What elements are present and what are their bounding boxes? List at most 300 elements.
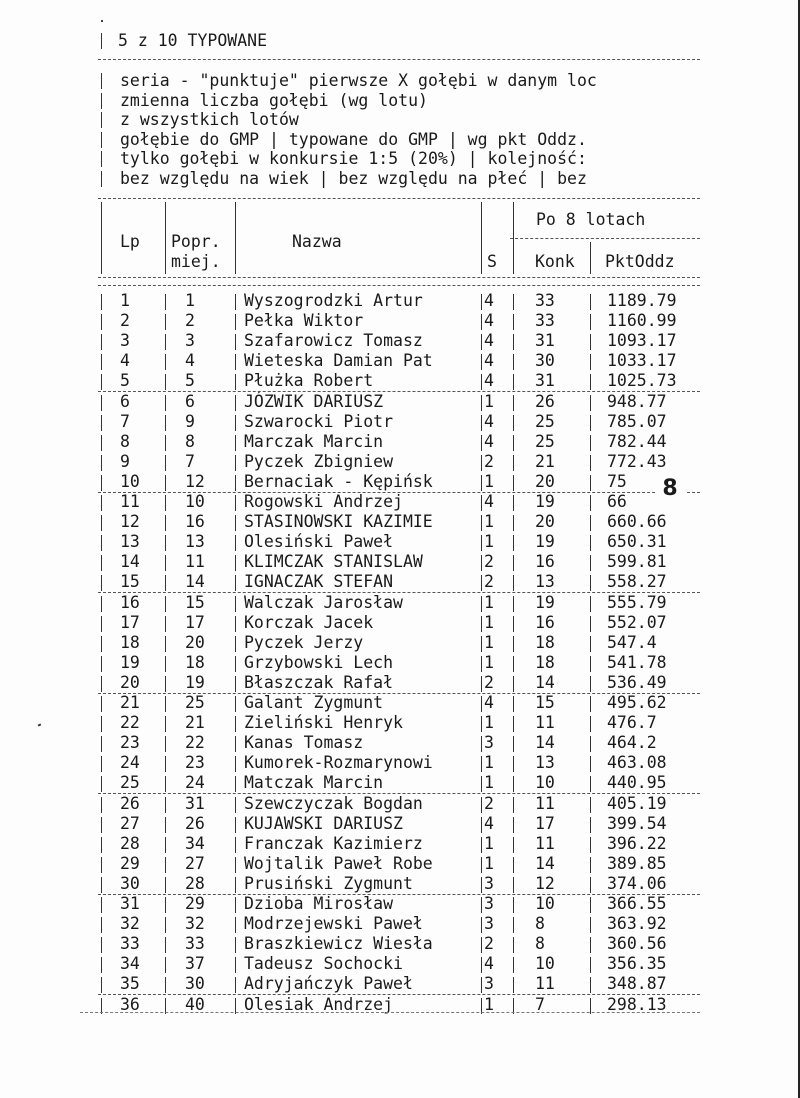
column-divider [513,977,514,993]
vline-s-header [513,202,514,274]
column-divider [513,776,514,792]
cell-popr: 21 [185,713,205,733]
cell-konk: 26 [535,391,555,411]
column-divider [235,797,236,813]
cell-nazwa: Tadeusz Sochocki [244,954,403,974]
column-divider [513,435,514,451]
column-divider [101,354,102,370]
cell-s: 3 [484,733,494,753]
header-popr-line1: Popr. [171,232,221,251]
cell-nazwa: KUJAWSKI DARIUSZ [244,813,403,833]
column-divider [481,395,482,411]
column-divider [101,314,102,330]
cell-nazwa: Matczak Marcin [244,773,384,793]
cell-nazwa: Szewczyczak Bogdan [244,793,423,813]
cell-popr: 16 [185,512,205,532]
cell-nazwa: Bernaciak - Kępińsk [244,471,433,491]
cell-pktoddz: 476.7 [607,713,657,733]
cell-nazwa: Modrzejewski Paweł [244,914,423,934]
cell-konk: 16 [535,552,555,572]
column-divider [481,636,482,652]
column-divider [165,797,166,813]
cell-lp: 33 [120,934,140,954]
column-divider [165,555,166,571]
cell-nazwa: Braszkiewicz Wiesła [244,934,433,954]
cell-lp: 7 [120,411,130,431]
column-divider [590,857,591,873]
cell-pktoddz: 660.66 [607,512,667,532]
title-separator [98,59,700,60]
column-divider [235,736,236,752]
cell-konk: 33 [535,311,555,331]
cell-pktoddz: 399.54 [607,813,667,833]
cell-konk: 20 [535,512,555,532]
left-border [101,93,102,109]
cell-popr: 27 [185,853,205,873]
cell-lp: 10 [120,471,140,491]
column-divider [513,957,514,973]
cell-nazwa: KLIMCZAK STANISLAW [244,552,423,572]
column-divider [513,314,514,330]
cell-popr: 7 [185,451,195,471]
column-divider [235,374,236,390]
cell-popr: 25 [185,693,205,712]
header-s: S [487,252,497,271]
column-divider [481,797,482,813]
column-divider [590,515,591,531]
cell-popr: 18 [185,652,205,672]
cell-pktoddz: 782.44 [607,431,667,451]
column-divider [235,776,236,792]
cell-lp: 3 [120,331,130,351]
cell-pktoddz: 360.56 [607,934,667,954]
cell-pktoddz: 356.35 [607,954,667,974]
cell-popr: 29 [185,894,205,913]
column-divider [165,636,166,652]
column-divider [165,817,166,833]
header-konk: Konk [535,252,575,271]
cell-pktoddz: 536.49 [607,672,667,692]
column-divider [235,314,236,330]
cell-s: 4 [484,351,494,371]
column-divider [590,917,591,933]
cell-konk: 10 [535,894,555,913]
cell-lp: 34 [120,954,140,974]
column-divider [101,756,102,772]
column-divider [513,736,514,752]
left-border [101,112,102,128]
cell-pktoddz: 599.81 [607,552,667,572]
cell-nazwa: Wyszogrodzki Artur [244,291,423,310]
cell-konk: 14 [535,853,555,873]
column-divider [590,314,591,330]
cell-konk: 15 [535,693,555,712]
cell-nazwa: Galant Zygmunt [244,693,384,712]
column-divider [165,736,166,752]
cell-nazwa: Adryjańczyk Paweł [244,974,413,994]
column-divider [481,455,482,471]
cell-pktoddz: 363.92 [607,914,667,934]
cell-s: 2 [484,672,494,692]
cell-nazwa: Korczak Jacek [244,612,374,632]
cell-s: 1 [484,652,494,672]
cell-pktoddz: 772.43 [607,451,667,471]
column-divider [235,977,236,993]
column-divider [481,756,482,772]
cell-pktoddz: 948.77 [607,391,667,411]
column-divider [165,957,166,973]
cell-konk: 25 [535,411,555,431]
column-divider [513,797,514,813]
cell-pktoddz: 348.87 [607,974,667,994]
cell-lp: 9 [120,451,130,471]
column-divider [513,354,514,370]
vline-left-header [101,202,102,274]
cell-konk: 19 [535,532,555,552]
column-divider [235,475,236,491]
cell-lp: 20 [120,672,140,692]
column-divider [165,455,166,471]
column-divider [101,817,102,833]
cell-lp: 12 [120,512,140,532]
column-divider [165,937,166,953]
column-divider [513,455,514,471]
column-divider [513,374,514,390]
cell-s: 1 [484,532,494,552]
cell-nazwa: Wieteska Damian Pat [244,351,433,371]
cell-lp: 11 [120,492,140,511]
cell-pktoddz: 396.22 [607,833,667,853]
column-divider [481,716,482,732]
cell-pktoddz: 495.62 [607,693,667,712]
column-divider [481,837,482,853]
cell-s: 3 [484,974,494,994]
group-separator [510,238,700,239]
cell-pktoddz: 374.06 [607,873,667,893]
column-divider [165,857,166,873]
column-divider [513,535,514,551]
column-divider [165,435,166,451]
cell-popr: 19 [185,672,205,692]
column-divider [513,877,514,893]
column-divider [235,897,236,913]
column-divider [513,656,514,672]
column-divider [101,415,102,431]
cell-nazwa: Szwarocki Piotr [244,411,394,431]
column-divider [513,897,514,913]
header-top-separator [98,198,700,199]
cell-popr: 8 [185,431,195,451]
column-divider [235,877,236,893]
column-divider [590,716,591,732]
cell-nazwa: Wojtalik Paweł Robe [244,853,433,873]
column-divider [590,957,591,973]
cell-lp: 14 [120,552,140,572]
column-divider [235,696,236,712]
column-divider [590,977,591,993]
column-divider [481,354,482,370]
cell-s: 1 [484,833,494,853]
cell-nazwa: JÓZWIK DARIUSZ [244,391,384,411]
column-divider [513,555,514,571]
cell-s: 1 [484,632,494,652]
cell-s: 1 [484,994,494,1014]
cell-popr: 10 [185,492,205,511]
cell-s: 4 [484,954,494,974]
page-cut-line [80,1012,700,1013]
column-divider [165,656,166,672]
column-divider [481,877,482,893]
column-divider [590,555,591,571]
column-divider [481,917,482,933]
column-divider [101,857,102,873]
column-divider [235,937,236,953]
cell-s: 4 [484,813,494,833]
cell-s: 4 [484,411,494,431]
cell-pktoddz: 298.13 [607,994,667,1014]
column-divider [590,897,591,913]
cell-konk: 30 [535,351,555,371]
column-divider [513,817,514,833]
cell-popr: 9 [185,411,195,431]
column-divider [165,415,166,431]
column-divider [590,676,591,692]
column-divider [101,636,102,652]
cell-nazwa: Dzioba Mirosław [244,894,394,913]
info-line: seria - "punktuje" pierwsze X gołębi w danym loc [120,71,597,90]
cell-konk: 11 [535,793,555,813]
cell-nazwa: Kumorek-Rozmarynowi [244,753,433,773]
column-divider [481,515,482,531]
column-divider [101,535,102,551]
cell-s: 1 [484,753,494,773]
cell-pktoddz: 464.2 [607,733,657,753]
cell-popr: 22 [185,733,205,753]
column-divider [165,676,166,692]
cell-popr: 20 [185,632,205,652]
column-divider [590,837,591,853]
column-divider [513,676,514,692]
cell-popr: 32 [185,914,205,934]
cell-nazwa: Grzybowski Lech [244,652,394,672]
cell-konk: 25 [535,431,555,451]
cell-s: 3 [484,894,494,913]
cell-nazwa: Prusiński Zygmunt [244,873,413,893]
column-divider [235,535,236,551]
column-divider [481,575,482,591]
column-divider [590,776,591,792]
cell-lp: 35 [120,974,140,994]
column-divider [101,837,102,853]
column-divider [165,294,166,310]
cell-s: 2 [484,793,494,813]
cell-lp: 13 [120,532,140,552]
cell-konk: 8 [535,914,545,934]
cell-popr: 34 [185,833,205,853]
cell-lp: 22 [120,713,140,733]
column-divider [481,897,482,913]
cell-nazwa: Franczak Kazimierz [244,833,423,853]
column-divider [101,676,102,692]
cell-s: 4 [484,693,494,712]
column-divider [235,957,236,973]
cell-s: 1 [484,391,494,411]
cell-lp: 32 [120,914,140,934]
column-divider [101,596,102,612]
column-divider [513,596,514,612]
column-divider [101,515,102,531]
column-divider [481,776,482,792]
column-divider [165,616,166,632]
vline-lp-header [165,202,166,274]
column-divider [165,575,166,591]
cell-s: 4 [484,431,494,451]
column-divider [590,736,591,752]
cell-konk: 11 [535,833,555,853]
left-border [101,73,102,89]
column-divider [590,696,591,712]
column-divider [101,395,102,411]
cell-popr: 40 [185,994,205,1014]
cell-lp: 15 [120,572,140,592]
cell-s: 2 [484,572,494,592]
column-divider [101,736,102,752]
column-divider [513,716,514,732]
cell-s: 1 [484,713,494,733]
column-divider [590,535,591,551]
column-divider [590,596,591,612]
cell-s: 4 [484,291,494,310]
cell-pktoddz: 366.55 [607,894,667,913]
column-divider [481,616,482,632]
column-divider [481,294,482,310]
cell-s: 2 [484,552,494,572]
cell-lp: 2 [120,311,130,331]
column-divider [235,515,236,531]
info-line: bez względu na wiek | bez względu na płeć | bez [120,168,587,188]
header-bottom-separator [98,277,700,278]
column-divider [481,435,482,451]
cell-konk: 31 [535,331,555,351]
column-divider [235,616,236,632]
cell-s: 1 [484,592,494,612]
column-divider [481,696,482,712]
cell-s: 1 [484,512,494,532]
column-divider [101,475,102,491]
column-divider [513,495,514,511]
column-divider [235,575,236,591]
column-divider [101,917,102,933]
left-border [101,151,102,167]
column-divider [101,374,102,390]
column-divider [513,837,514,853]
cell-s: 4 [484,311,494,331]
column-divider [590,656,591,672]
column-divider [590,797,591,813]
column-divider [101,435,102,451]
column-divider [481,495,482,511]
cell-popr: 17 [185,612,205,632]
cell-konk: 33 [535,291,555,310]
cell-popr: 15 [185,592,205,612]
column-divider [235,334,236,350]
column-divider [165,756,166,772]
cell-konk: 14 [535,733,555,753]
column-divider [513,395,514,411]
column-divider [235,676,236,692]
column-divider [590,495,591,511]
cell-popr: 12 [185,471,205,491]
cell-s: 1 [484,773,494,793]
column-divider [235,495,236,511]
cell-pktoddz: 1160.99 [607,311,677,331]
column-divider [590,575,591,591]
cell-popr: 2 [185,311,195,331]
column-divider [513,756,514,772]
cell-popr: 6 [185,391,195,411]
column-divider [235,415,236,431]
cell-pktoddz: 1093.17 [607,331,677,351]
column-divider [101,495,102,511]
cell-popr: 24 [185,773,205,793]
column-divider [235,756,236,772]
cell-s: 1 [484,612,494,632]
vline-konk-header [590,242,591,274]
cell-lp: 1 [120,291,130,310]
cell-lp: 28 [120,833,140,853]
column-divider [481,656,482,672]
info-line: gołębie do GMP | typowane do GMP | wg pkt Oddz. [120,129,587,149]
column-divider [165,596,166,612]
header-group: Po 8 lotach [536,210,646,229]
column-divider [590,415,591,431]
cell-konk: 11 [535,713,555,733]
cell-pktoddz: 463.08 [607,753,667,773]
column-divider [235,716,236,732]
cell-nazwa: Płużka Robert [244,371,374,391]
cell-popr: 31 [185,793,205,813]
cell-popr: 1 [185,291,195,310]
column-divider [481,314,482,330]
column-divider [101,716,102,732]
cell-konk: 12 [535,873,555,893]
column-divider [165,776,166,792]
info-line: zmienna liczba gołębi (wg lotu) [120,90,428,110]
left-border [101,33,102,49]
column-divider [513,857,514,873]
column-divider [513,917,514,933]
cell-popr: 30 [185,974,205,994]
column-divider [590,756,591,772]
cell-lp: 16 [120,592,140,612]
cell-popr: 5 [185,371,195,391]
column-divider [165,877,166,893]
cell-pktoddz: 1189.79 [607,291,677,310]
cell-popr: 3 [185,331,195,351]
column-divider [590,435,591,451]
cell-pktoddz: 785.07 [607,411,667,431]
column-divider [481,535,482,551]
cell-lp: 18 [120,632,140,652]
cell-s: 3 [484,914,494,934]
cell-konk: 31 [535,371,555,391]
cell-konk: 10 [535,954,555,974]
column-divider [235,596,236,612]
cell-pktoddz: 650.31 [607,532,667,552]
cell-nazwa: Rogowski Andrzej [244,492,403,511]
column-divider [165,314,166,330]
cell-nazwa: Marczak Marcin [244,431,384,451]
